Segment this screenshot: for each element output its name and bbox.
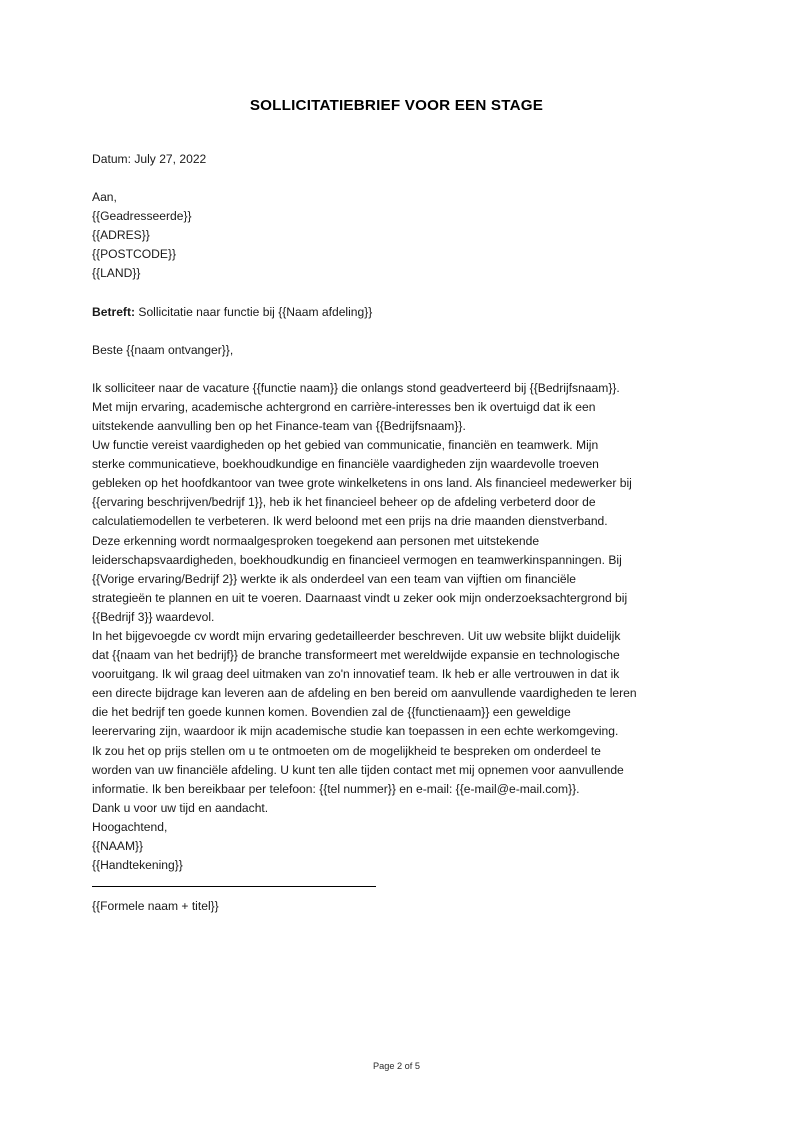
paragraph-line: informatie. Ik ben bereikbaar per telefoon: {{tel nummer}} en e-mail: {{e-mail@e-mail.com}}. <box>92 781 580 796</box>
document-body <box>92 0 701 916</box>
paragraph-line: Ik zou het op prijs stellen om u te ontmoeten om de mogelijkheid te bespreken om onderdeel te <box>92 743 601 758</box>
address-line: Aan, <box>92 190 117 205</box>
paragraph-line: {{Bedrijf 3}} waardevol. <box>92 609 215 624</box>
paragraph-1 <box>92 379 701 436</box>
salutation: Beste {{naam ontvanger}}, <box>92 342 234 357</box>
paragraph-line: Uw functie vereist vaardigheden op het gebied van communicatie, financiën en teamwerk. Mijn <box>92 438 599 453</box>
paragraph-line: leiderschapsvaardigheden, boekhoudkundig en financieel vermogen en teamwerkinspanningen. Bij <box>92 552 622 567</box>
paragraph-3 <box>92 532 701 627</box>
paragraph-line: gebleken op het hoofdkantoor van twee grote winkelketens in ons land. Als financieel medewerker bij <box>92 476 632 491</box>
paragraph-5 <box>92 742 701 837</box>
paragraph-line: een directe bijdrage kan leveren aan de afdeling en ben bereid om aanvullende vaardigheden te leren <box>92 686 637 701</box>
signature-rule <box>92 886 376 887</box>
paragraph-4 <box>92 627 701 742</box>
paragraph-line: Hoogachtend, <box>92 819 168 834</box>
paragraph-line: Dank u voor uw tijd en aandacht. <box>92 800 269 815</box>
signature-block <box>92 837 701 875</box>
signature-rule-wrapper <box>92 875 701 897</box>
paragraph-line: leerervaring zijn, waardoor ik mijn academische studie kan toepassen in een echte werkomgeving. <box>92 724 619 739</box>
paragraph-2 <box>92 436 701 531</box>
paragraph-line: Met mijn ervaring, academische achtergrond en carrière-interesses ben ik overtuigd dat ik een <box>92 399 596 414</box>
paragraph-line: Ik solliciteer naar de vacature {{functie naam}} die onlangs stond geadverteerd bij {{Bedrijfsnaam}}. <box>92 380 620 395</box>
subject-text: Sollicitatie naar functie bij {{Naam afdeling}} <box>135 304 373 319</box>
paragraph-line: vooruitgang. Ik wil graag deel uitmaken van zo'n innovatief team. Ik heb er alle vertrouwen in dat ik <box>92 667 620 682</box>
date-line: Datum: July 27, 2022 <box>92 152 207 166</box>
paragraph-line: dat {{naam van het bedrijf}} de branche transformeert met wereldwijde expansie en technologische <box>92 648 620 663</box>
signature-name: {{NAAM}} <box>92 839 144 853</box>
paragraph-line: sterke communicatieve, boekhoudkundige en financiële vaardigheden zijn waardevolle troeven <box>92 457 599 472</box>
paragraph-line: calculatiemodellen te verbeteren. Ik werd beloond met een prijs na drie maanden dienstverband. <box>92 514 608 529</box>
paragraph-line: {{ervaring beschrijven/bedrijf 1}}, heb ik het financieel beheer op de afdeling verbeterd door de <box>92 495 596 510</box>
signature-placeholder: {{Handtekening}} <box>92 858 183 873</box>
address-line: {{POSTCODE}} <box>92 247 177 262</box>
address-line: {{ADRES}} <box>92 228 150 243</box>
paragraph-line: uitstekende aanvulling ben op het Finance-team van {{Bedrijfsnaam}}. <box>92 418 466 433</box>
paragraph-line: worden van uw financiële afdeling. U kunt ten alle tijden contact met mij opnemen voor aanvullende <box>92 762 624 777</box>
page-title: SOLLICITATIEBRIEF VOOR EEN STAGE <box>249 97 544 114</box>
subject-label: Betreft: <box>92 304 136 319</box>
paragraph-line: In het bijgevoegde cv wordt mijn ervaring gedetailleerder beschreven. Uit uw website blijkt duidelijk <box>92 628 621 643</box>
address-line: {{LAND}} <box>92 266 141 281</box>
address-line: {{Geadresseerde}} <box>92 209 192 224</box>
address-block <box>92 188 701 283</box>
paragraph-line: {{Vorige ervaring/Bedrijf 2}} werkte ik als onderdeel van een team van vijftien om financiële <box>92 571 577 586</box>
paragraph-line: Deze erkenning wordt normaalgesproken toegekend aan personen met uitstekende <box>92 533 540 548</box>
paragraph-line: strategieën te plannen en uit te voeren. Daarnaast vindt u zeker ook mijn onderzoeksachtergrond bij <box>92 590 628 605</box>
formal-name-line: {{Formele naam + titel}} <box>92 899 219 914</box>
page-footer: Page 2 of 5 <box>373 1061 420 1071</box>
subject-line <box>92 303 701 322</box>
paragraph-line: die het bedrijf ten goede kunnen komen. Bovendien zal de {{functienaam}} een geweldige <box>92 705 571 720</box>
